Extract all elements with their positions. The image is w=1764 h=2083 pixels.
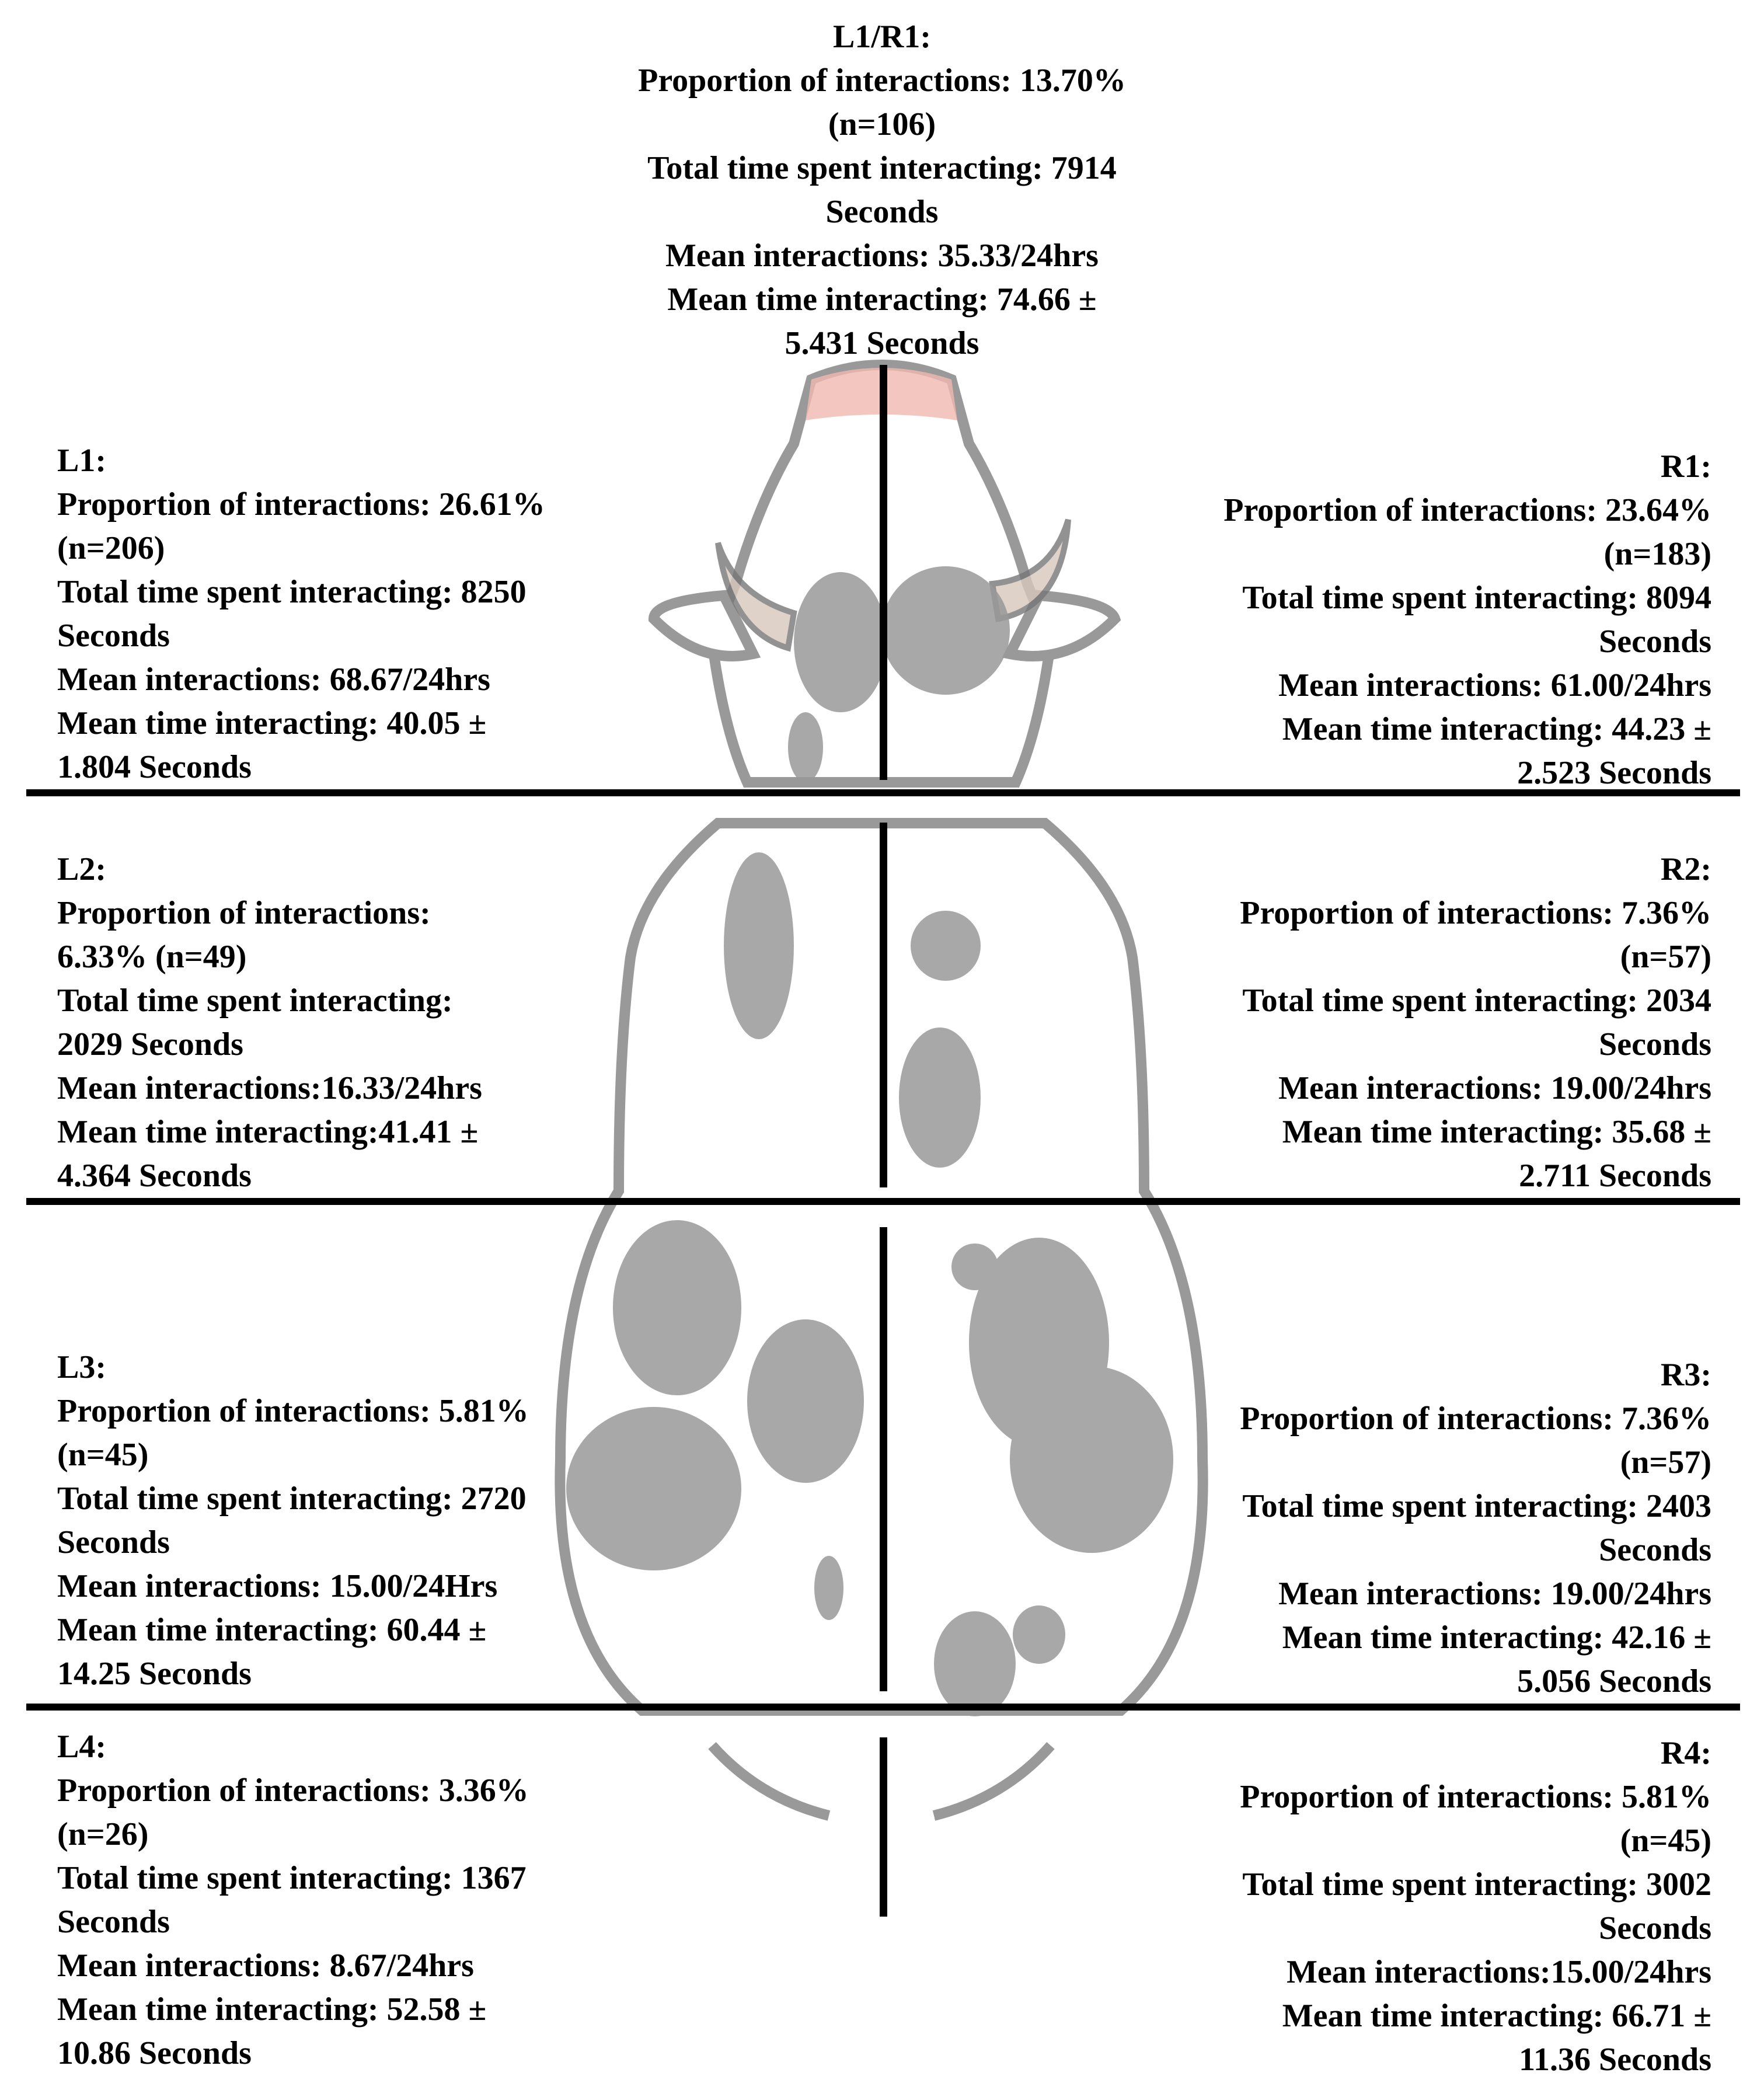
region-label: R2: [1660, 851, 1711, 887]
region-label: L4: [57, 1729, 106, 1765]
region-label: L1: [57, 443, 106, 479]
region-stat-line: Proportion of interactions: 5.81% [57, 1393, 529, 1429]
region-stat-line: Total time spent interacting: 2403 [1242, 1488, 1711, 1524]
region-stat-line: Proportion of interactions: 23.64% [1223, 492, 1711, 528]
region-stat-line: (n=183) [1603, 536, 1711, 572]
region-stat-line: Seconds [1599, 1910, 1711, 1946]
region-stat-line: Total time spent interacting: 1367 [57, 1860, 527, 1896]
region-stat-line: Total time spent interacting: 2034 [1242, 983, 1711, 1019]
region-stat-line: (n=206) [57, 530, 165, 566]
region-R4 [1240, 1732, 1711, 2082]
region-stat-line: Mean interactions:16.33/24hrs [57, 1070, 482, 1106]
region-label: R4: [1660, 1735, 1711, 1771]
region-stat-line: Total time spent interacting: 8094 [1242, 580, 1711, 616]
region-stat-line: Seconds [57, 1524, 170, 1560]
region-stat-line: (n=45) [57, 1437, 149, 1473]
region-stat-line: 1.804 Seconds [57, 749, 252, 785]
region-stat-line: Mean interactions: 15.00/24Hrs [57, 1568, 498, 1604]
region-stat-line: Total time spent interacting: 3002 [1242, 1866, 1711, 1903]
region-stat-line: Mean interactions: 19.00/24hrs [1278, 1070, 1711, 1106]
region-label: R1: [1660, 448, 1711, 485]
region-stat-line: (n=26) [57, 1816, 149, 1852]
region-stat-line: Proportion of interactions: 5.81% [1240, 1779, 1711, 1815]
region-stat-line: Total time spent interacting: 2720 [57, 1481, 527, 1517]
region-stat-line: 2029 Seconds [57, 1026, 243, 1063]
region-L2 [57, 848, 482, 1198]
region-L1 [57, 439, 545, 789]
region-stat-line: Mean interactions: 8.67/24hrs [57, 1948, 474, 1984]
midline-divider-4 [880, 1737, 887, 1917]
region-stat-line: Mean interactions: 19.00/24hrs [1278, 1576, 1711, 1612]
region-stat-line: Mean time interacting: 44.23 ± [1282, 711, 1711, 747]
region-label: R3: [1660, 1357, 1711, 1393]
region-stat-line: Proportion of interactions: 7.36% [1240, 895, 1711, 931]
region-R1 [1223, 445, 1711, 795]
region-stat-line: 11.36 Seconds [1519, 2042, 1711, 2078]
region-stat-line: Seconds [1599, 1026, 1711, 1063]
region-L1R1 [0, 15, 1764, 365]
region-stat-line: (n=57) [1620, 1444, 1711, 1481]
region-stat-line: Mean time interacting: 52.58 ± [57, 1991, 487, 2028]
region-stat-line: Proportion of interactions: 13.70% [638, 62, 1126, 99]
region-label: L1/R1: [833, 19, 931, 55]
region-stat-line: Mean interactions: 68.67/24hrs [57, 661, 490, 698]
region-stat-line: Mean interactions: 35.33/24hrs [665, 238, 1099, 274]
region-label: L3: [57, 1349, 106, 1385]
region-stat-line: Mean time interacting: 35.68 ± [1282, 1114, 1711, 1150]
region-stat-line: Proportion of interactions: 7.36% [1240, 1401, 1711, 1437]
region-stat-line: Proportion of interactions: [57, 895, 431, 931]
divider-row-3 [26, 1704, 1740, 1711]
region-stat-line: Mean time interacting: 74.66 ± [667, 281, 1097, 318]
region-stat-line: Total time spent interacting: [57, 983, 453, 1019]
midline-divider-1 [880, 365, 887, 780]
region-stat-line: Seconds [57, 618, 170, 654]
region-stat-line: Seconds [1599, 1532, 1711, 1568]
region-stat-line: 10.86 Seconds [57, 2035, 252, 2071]
region-stat-line: Total time spent interacting: 7914 [647, 150, 1117, 186]
region-L4 [57, 1725, 529, 2075]
region-stat-line: (n=57) [1620, 939, 1711, 975]
region-R2 [1240, 848, 1711, 1198]
region-stat-line: Total time spent interacting: 8250 [57, 574, 527, 610]
region-stat-line: 5.056 Seconds [1517, 1663, 1711, 1699]
region-stat-line: Mean time interacting: 42.16 ± [1282, 1619, 1711, 1656]
midline-divider-2 [880, 823, 887, 1187]
region-stat-line: Seconds [57, 1904, 170, 1940]
region-label: L2: [57, 851, 106, 887]
midline-divider-3 [880, 1227, 887, 1691]
region-stat-line: 14.25 Seconds [57, 1656, 252, 1692]
region-stat-line: 5.431 Seconds [785, 325, 979, 361]
region-stat-line: Seconds [825, 194, 939, 230]
region-stat-line: Proportion of interactions: 3.36% [57, 1772, 529, 1809]
region-stat-line: 6.33% (n=49) [57, 939, 247, 975]
region-R3 [1240, 1353, 1711, 1704]
divider-row-2 [26, 1198, 1740, 1205]
region-stat-line: Mean time interacting: 60.44 ± [57, 1612, 487, 1648]
region-stat-line: Mean time interacting:41.41 ± [57, 1114, 479, 1150]
region-stat-line: Mean interactions: 61.00/24hrs [1278, 667, 1711, 703]
region-stat-line: 4.364 Seconds [57, 1158, 252, 1194]
region-stat-line: Seconds [1599, 623, 1711, 660]
region-stat-line: Mean time interacting: 66.71 ± [1282, 1998, 1711, 2034]
region-stat-line: Mean interactions:15.00/24hrs [1287, 1954, 1711, 1990]
region-stat-line: 2.523 Seconds [1517, 755, 1711, 791]
region-stat-line: (n=106) [828, 106, 936, 142]
region-stat-line: Mean time interacting: 40.05 ± [57, 705, 487, 741]
region-stat-line: Proportion of interactions: 26.61% [57, 486, 545, 523]
region-L3 [57, 1346, 529, 1696]
region-stat-line: 2.711 Seconds [1519, 1158, 1711, 1194]
region-stat-line: (n=45) [1620, 1823, 1711, 1859]
